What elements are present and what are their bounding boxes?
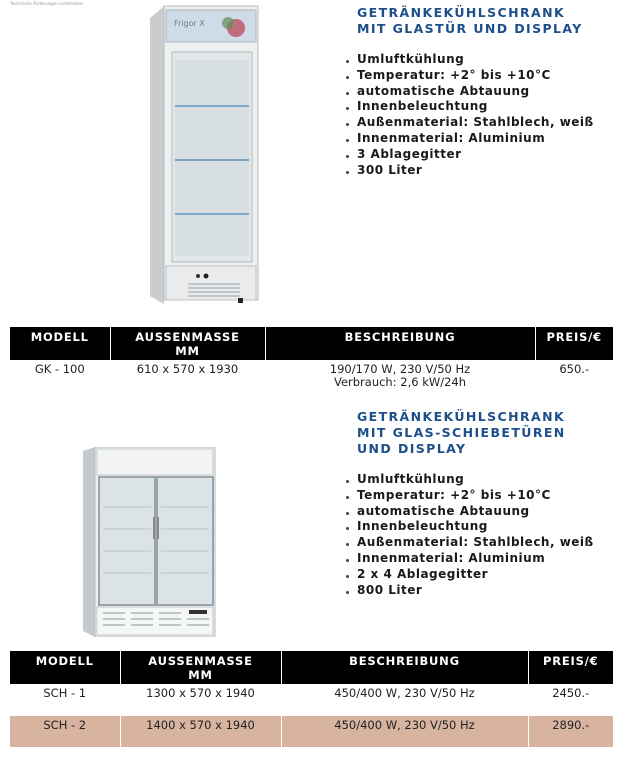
col-header-model: MODELL (10, 327, 110, 360)
col-header-model: MODELL (10, 651, 120, 684)
col-header-description: BESCHREIBUNG (265, 327, 535, 360)
table-header-row (10, 651, 613, 684)
title-line: GETRÄNKEKÜHLSCHRANK (357, 409, 566, 424)
title-line: UND DISPLAY (357, 441, 467, 456)
feature-item: automatische Abtauung (344, 84, 594, 100)
feature-item: 800 Liter (344, 583, 594, 599)
title-line: MIT GLAS-SCHIEBETÜREN (357, 425, 566, 440)
feature-item: Umluftkühlung (344, 52, 594, 68)
feature-item: Außenmaterial: Stahlblech, weiß (344, 535, 594, 551)
feature-item: automatische Abtauung (344, 504, 594, 520)
col-header-dimensions: AUSSENMASSE MM (120, 651, 281, 684)
feature-item: Innenmaterial: Aluminium (344, 551, 594, 567)
col-header-price: PREIS/€ (535, 327, 613, 360)
cell-dimensions: 1300 x 570 x 1940 (120, 684, 281, 716)
product-1-features (344, 52, 594, 178)
col-header-description: BESCHREIBUNG (281, 651, 528, 684)
feature-item: Temperatur: +2° bis +10°C (344, 68, 594, 84)
product-1-title (357, 5, 583, 37)
table-row (10, 684, 613, 716)
feature-item: Umluftkühlung (344, 472, 594, 488)
feature-item: Außenmaterial: Stahlblech, weiß (344, 115, 594, 131)
svg-text:Frigor X: Frigor X (174, 19, 205, 28)
feature-item: 2 x 4 Ablagegitter (344, 567, 594, 583)
feature-item: Innenbeleuchtung (344, 519, 594, 535)
cell-description: 450/400 W, 230 V/50 Hz (281, 716, 528, 747)
cell-model: SCH - 1 (43, 686, 87, 700)
cell-description: 190/170 W, 230 V/50 Hz Verbrauch: 2,6 kW/24h (265, 360, 535, 389)
feature-item: 3 Ablagegitter (344, 147, 594, 163)
cell-price: 2450.- (528, 684, 613, 716)
col-header-price: PREIS/€ (528, 651, 613, 684)
feature-item: Innenmaterial: Aluminium (344, 131, 594, 147)
col-header-dimensions: AUSSENMASSE MM (110, 327, 265, 360)
header-note: Technische Änderungen vorbehalten (10, 1, 84, 6)
table-header-row (10, 327, 613, 360)
feature-item: Temperatur: +2° bis +10°C (344, 488, 594, 504)
title-line: GETRÄNKEKÜHLSCHRANK (357, 5, 566, 20)
double-door-glass-fridge-icon (83, 447, 218, 637)
cell-description: 450/400 W, 230 V/50 Hz (281, 684, 528, 716)
table-row (10, 716, 613, 747)
feature-item: Innenbeleuchtung (344, 99, 594, 115)
cell-dimensions: 610 x 570 x 1930 (110, 360, 265, 389)
feature-item: 300 Liter (344, 163, 594, 179)
product-2-price-table (10, 651, 613, 747)
cell-model: SCH - 2 (10, 716, 120, 747)
product-1-price-table (10, 327, 613, 389)
table-row (10, 360, 613, 389)
title-line: MIT GLASTÜR UND DISPLAY (357, 21, 583, 36)
cell-price: 650.- (535, 360, 613, 389)
single-door-glass-fridge-icon (150, 4, 260, 304)
cell-model: GK - 100 (34, 362, 85, 376)
product-2-features (344, 472, 594, 598)
cell-price: 2890.- (528, 716, 613, 747)
product-2-title (357, 409, 566, 457)
cell-dimensions: 1400 x 570 x 1940 (120, 716, 281, 747)
